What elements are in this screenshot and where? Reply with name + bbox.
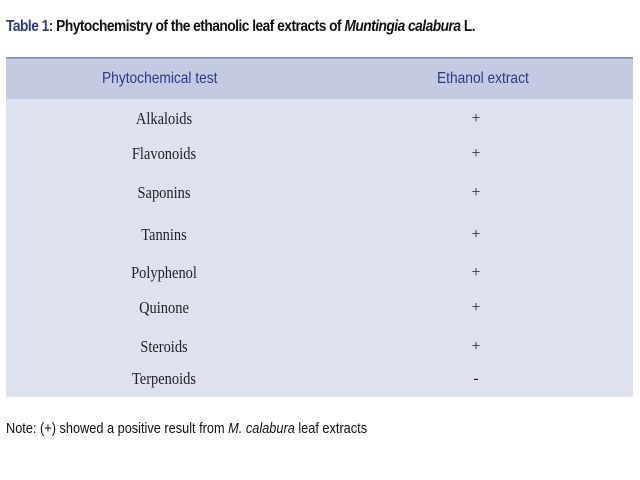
test-result: + [471,145,481,162]
note-prefix: Note: (+) showed a positive result from [6,420,225,437]
header-phytochemical-test: Phytochemical test [102,70,218,87]
header-ethanol-extract: Ethanol extract [437,70,529,87]
table-note [6,420,367,437]
test-name: Steroids [140,337,188,356]
caption-suffix: L. [463,18,476,35]
note-species: M. calabura [228,420,295,437]
table-row [6,106,633,132]
test-name: Saponins [137,183,191,202]
test-result: + [471,299,481,316]
test-name: Tannins [141,225,187,244]
caption-species: Muntingia calabura [344,18,461,35]
table-row [6,366,633,392]
table-row [6,295,633,321]
caption-title: Phytochemistry of the ethanolic leaf extracts of [56,18,342,35]
test-result: - [473,370,479,387]
note-suffix: leaf extracts [298,420,368,437]
test-name: Polyphenol [131,263,197,282]
test-result: + [471,184,481,201]
test-result: + [471,226,481,243]
table-header-row [6,57,633,99]
table-row [6,180,633,206]
test-name: Quinone [139,298,189,317]
test-name: Alkaloids [135,109,193,128]
table-row [6,222,633,248]
test-result: + [471,110,481,127]
test-result: + [471,264,481,281]
test-name: Terpenoids [131,369,196,388]
caption-label: Table 1: [6,18,53,35]
table-row [6,141,633,167]
table-caption [6,18,475,36]
test-result: + [471,338,481,355]
phytochemistry-table [6,57,633,397]
table-row [6,260,633,286]
table-row [6,334,633,360]
test-name: Flavonoids [131,144,197,163]
